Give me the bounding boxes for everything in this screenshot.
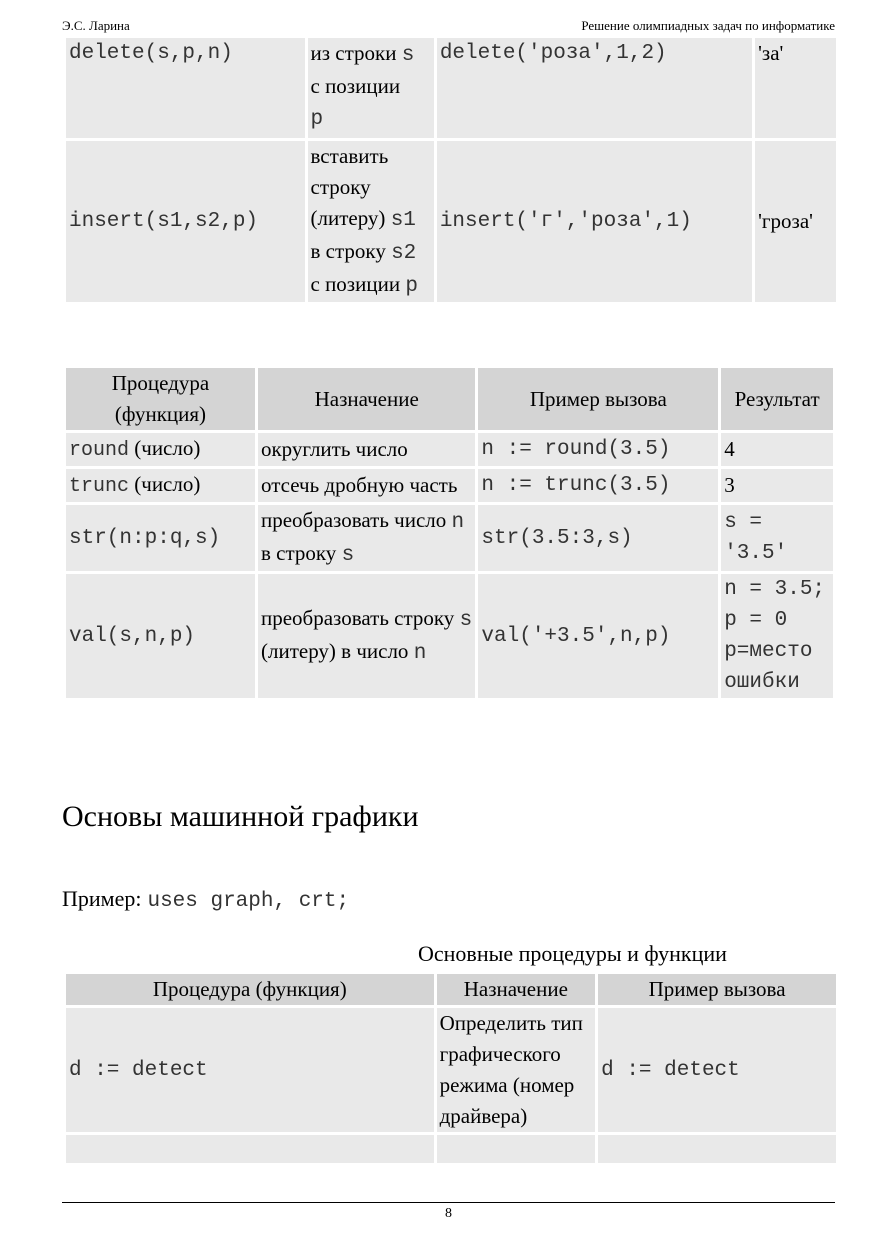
example-code: uses graph, crt;	[147, 890, 350, 913]
column-header: Пример вызова	[478, 368, 718, 430]
example-cell: val('+3.5',n,p)	[478, 574, 718, 698]
column-header: Назначение	[437, 974, 596, 1005]
column-header: Процедура (функция)	[66, 368, 255, 430]
column-header: Процедура (функция)	[66, 974, 434, 1005]
column-header: Назначение	[258, 368, 475, 430]
example-cell: insert('г','роза',1)	[437, 141, 752, 302]
header-author: Э.С. Ларина	[62, 18, 130, 33]
proc-cell: insert(s1,s2,p)	[66, 141, 305, 302]
empty-cell	[66, 1135, 434, 1163]
result-cell: s = '3.5'	[721, 505, 833, 571]
example-cell: n := round(3.5)	[478, 433, 718, 466]
desc-cell: вставить строку (литеру) s1 в строку s2 с позиции p	[308, 141, 434, 302]
table-row	[66, 1008, 836, 1132]
footer-divider	[62, 1202, 835, 1203]
desc-cell: преобразовать число n в строку s	[258, 505, 475, 571]
column-header: Пример вызова	[598, 974, 836, 1005]
desc-cell: округлить число	[258, 433, 475, 466]
proc-cell: str(n:p:q,s)	[66, 505, 255, 571]
empty-cell	[598, 1135, 836, 1163]
table-caption: Основные процедуры и функции	[418, 941, 727, 966]
result-cell: 'за'	[755, 38, 836, 138]
desc-cell: Определить тип графического режима (номер драйвера)	[437, 1008, 596, 1132]
proc-cell: delete(s,p,n)	[66, 38, 305, 138]
proc-cell: val(s,n,p)	[66, 574, 255, 698]
proc-cell: round (число)	[66, 433, 255, 466]
empty-cell	[437, 1135, 596, 1163]
graphics-functions-table	[63, 971, 837, 1166]
desc-cell: отсечь дробную часть	[258, 469, 475, 502]
table-row	[66, 1135, 836, 1163]
example-cell: d := detect	[598, 1008, 836, 1132]
proc-cell: d := detect	[66, 1008, 434, 1132]
desc-cell: из строки s с позиции p	[308, 38, 434, 138]
section-title: Основы машинной графики	[62, 800, 419, 833]
result-cell: 3	[721, 469, 833, 502]
example-cell: str(3.5:3,s)	[478, 505, 718, 571]
example-label: Пример:	[62, 886, 142, 911]
desc-cell: преобразовать строку s (литеру) в число n	[258, 574, 475, 698]
example-cell: delete('роза',1,2)	[437, 38, 752, 138]
column-header: Результат	[721, 368, 833, 430]
example-cell: n := trunc(3.5)	[478, 469, 718, 502]
result-cell: 'гроза'	[755, 141, 836, 302]
result-cell: 4	[721, 433, 833, 466]
table-header-row	[66, 974, 836, 1005]
result-cell: n = 3.5; p = 0 p=место ошибки	[721, 574, 833, 698]
page-number: 8	[445, 1206, 452, 1221]
proc-cell: trunc (число)	[66, 469, 255, 502]
header-title: Решение олимпиадных задач по информатике	[581, 18, 835, 33]
